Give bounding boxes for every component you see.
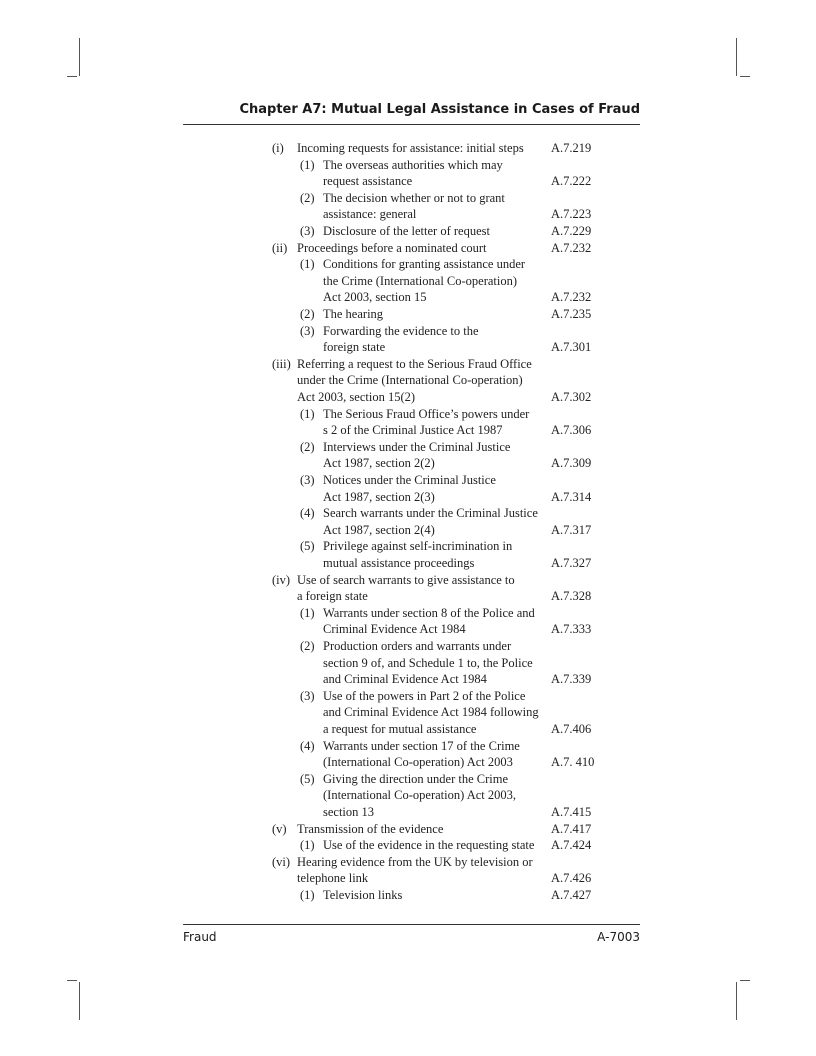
- toc-entry-text: Interviews under the Criminal Justice: [323, 439, 511, 454]
- footer-book-title: Fraud: [183, 930, 217, 944]
- toc-entry-paragraph-ref: A.7.306: [551, 423, 592, 438]
- toc-entry: [0, 289, 816, 306]
- toc-entry: [0, 339, 816, 356]
- toc-entry: [0, 522, 816, 539]
- toc-entry-number: (5): [300, 771, 315, 786]
- toc-entry: [0, 505, 816, 522]
- toc-entry-text: mutual assistance proceedings: [323, 556, 475, 570]
- toc-entry-number: (1): [300, 605, 315, 620]
- toc-entry-number: (1): [300, 157, 315, 172]
- toc-entry-text: The decision whether or not to grant: [323, 190, 505, 205]
- toc-entry-paragraph-ref: A.7.317: [551, 522, 592, 537]
- toc-entry-paragraph-ref: A.7.427: [551, 888, 592, 902]
- toc-entry-number: (2): [300, 307, 315, 321]
- toc-entry: [0, 356, 816, 373]
- toc-entry-text: Act 1987, section 2(2): [323, 456, 435, 471]
- toc-entry-text: s 2 of the Criminal Justice Act 1987: [323, 423, 503, 438]
- toc-entry-text: Production orders and warrants under: [323, 639, 512, 653]
- toc-entry-paragraph-ref: A.7.424: [551, 838, 592, 853]
- crop-mark: [740, 980, 750, 981]
- toc-entry-text: Use of the powers in Part 2 of the Police: [323, 688, 526, 703]
- toc-entry-text: request assistance: [323, 174, 413, 189]
- toc-entry: [0, 173, 816, 190]
- toc-entry: [0, 455, 816, 472]
- toc-entry-paragraph-ref: A.7.223: [551, 207, 592, 222]
- toc-entry: [0, 190, 816, 207]
- toc-entry-text: Television links: [323, 888, 403, 902]
- toc-entry-number: (iii): [272, 356, 291, 371]
- toc-entry-text: Conditions for granting assistance under: [323, 257, 526, 272]
- toc-entry-text: Act 2003, section 15: [323, 290, 427, 305]
- toc-entry-number: (3): [300, 473, 315, 487]
- toc-entry-paragraph-ref: A.7.415: [551, 805, 592, 819]
- crop-mark: [67, 76, 77, 77]
- toc-entry-number: (2): [300, 439, 315, 454]
- toc-entry-text: Use of the evidence in the requesting state: [323, 838, 535, 853]
- page-number: A-7003: [597, 930, 640, 944]
- toc-entry-paragraph-ref: A.7.219: [551, 141, 592, 155]
- toc-entry: [0, 704, 816, 721]
- toc-entry-text: Forwarding the evidence to the: [323, 323, 479, 338]
- toc-entry: [0, 256, 816, 273]
- toc-entry-text: section 13: [323, 805, 375, 819]
- toc-entry: [0, 837, 816, 854]
- toc-entry-paragraph-ref: A.7.314: [551, 489, 592, 504]
- toc-entry-text: Criminal Evidence Act 1984: [323, 622, 466, 637]
- toc-entry-number: (3): [300, 688, 315, 703]
- toc-entry: [0, 472, 816, 489]
- toc-entry-paragraph-ref: A.7.417: [551, 821, 592, 836]
- toc-entry-text: Referring a request to the Serious Fraud Office: [297, 356, 532, 371]
- toc-entry: [0, 273, 816, 290]
- toc-entry: [0, 389, 816, 406]
- toc-entry: [0, 771, 816, 788]
- toc-entry-text: Hearing evidence from the UK by television or: [297, 854, 533, 869]
- toc-entry: [0, 323, 816, 340]
- toc-entry-paragraph-ref: A.7.235: [551, 307, 592, 321]
- toc-entry-text: (International Co-operation) Act 2003: [323, 755, 513, 770]
- toc-entry: [0, 572, 816, 589]
- toc-entry-paragraph-ref: A.7.232: [551, 240, 592, 255]
- toc-entry-text: Incoming requests for assistance: initial steps: [297, 141, 524, 155]
- toc-entry-text: foreign state: [323, 340, 386, 355]
- toc-entry-text: Transmission of the evidence: [297, 821, 444, 836]
- toc-entry: [0, 638, 816, 655]
- toc-entry-number: (4): [300, 506, 315, 521]
- toc-entry-text: Notices under the Criminal Justice: [323, 473, 496, 487]
- crop-mark: [79, 38, 80, 76]
- toc-entry-text: under the Crime (International Co-operation): [297, 373, 523, 388]
- toc-entry-number: (1): [300, 406, 315, 421]
- toc-entry-paragraph-ref: A.7.327: [551, 556, 592, 570]
- toc-entry: [0, 870, 816, 887]
- crop-mark: [736, 982, 737, 1020]
- toc-entry-number: (4): [300, 738, 315, 753]
- toc-entry: [0, 206, 816, 223]
- toc-entry-text: Disclosure of the letter of request: [323, 224, 490, 238]
- toc-entry-number: (i): [272, 141, 284, 155]
- toc-entry: [0, 854, 816, 871]
- toc-entry: [0, 754, 816, 771]
- toc-entry-number: (v): [272, 821, 287, 836]
- toc-entry: [0, 605, 816, 622]
- toc-entry-text: Use of search warrants to give assistance to: [297, 572, 515, 587]
- toc-entry-paragraph-ref: A.7.229: [551, 224, 592, 238]
- toc-entry-paragraph-ref: A.7.302: [551, 390, 592, 404]
- toc-entry: [0, 671, 816, 688]
- toc-entry-text: and Criminal Evidence Act 1984 following: [323, 705, 539, 720]
- toc-entry: [0, 372, 816, 389]
- toc-entry-text: The hearing: [323, 307, 384, 321]
- toc-entry-text: a foreign state: [297, 589, 368, 604]
- toc-entry-paragraph-ref: A.7.426: [551, 871, 592, 886]
- toc-entry: [0, 489, 816, 506]
- toc-entry: [0, 439, 816, 456]
- toc-entry: [0, 887, 816, 904]
- toc-entry: [0, 240, 816, 257]
- toc-entry-number: (2): [300, 639, 315, 653]
- toc-entry: [0, 655, 816, 672]
- toc-entry: [0, 406, 816, 423]
- toc-entry-paragraph-ref: A.7.333: [551, 622, 592, 637]
- crop-mark: [740, 76, 750, 77]
- toc-entry-text: telephone link: [297, 871, 369, 886]
- toc-entry-text: (International Co-operation) Act 2003,: [323, 788, 516, 803]
- toc-entry: [0, 804, 816, 821]
- toc-entry-number: (2): [300, 190, 315, 205]
- toc-entry-number: (5): [300, 539, 315, 554]
- toc-entry-text: Giving the direction under the Crime: [323, 771, 509, 786]
- toc-entry-text: a request for mutual assistance: [323, 722, 477, 736]
- toc-entry: [0, 621, 816, 638]
- toc-entry-paragraph-ref: A.7.232: [551, 290, 592, 305]
- toc-entry: [0, 738, 816, 755]
- chapter-title: Chapter A7: Mutual Legal Assistance in Cases of Fraud: [239, 102, 640, 117]
- footer-divider: [183, 924, 640, 925]
- toc-entry-text: Act 1987, section 2(3): [323, 489, 435, 504]
- toc-entry-number: (3): [300, 323, 315, 338]
- toc-entry-paragraph-ref: A.7.301: [551, 340, 592, 355]
- toc-entry: [0, 688, 816, 705]
- toc-entry-paragraph-ref: A.7. 410: [551, 755, 595, 770]
- toc-entry-number: (ii): [272, 240, 288, 255]
- toc-entry: [0, 422, 816, 439]
- toc-entry: [0, 588, 816, 605]
- toc-entry-text: Act 1987, section 2(4): [323, 522, 435, 537]
- toc-entry-paragraph-ref: A.7.328: [551, 589, 592, 604]
- toc-entry-number: (3): [300, 224, 315, 238]
- toc-entry-text: Act 2003, section 15(2): [297, 390, 416, 404]
- toc-entry-text: and Criminal Evidence Act 1984: [323, 672, 487, 687]
- toc-entry-number: (1): [300, 838, 315, 853]
- header-divider: [183, 124, 640, 125]
- toc-entry-text: Proceedings before a nominated court: [297, 240, 487, 255]
- toc-entry: [0, 555, 816, 572]
- toc-entry-text: the Crime (International Co-operation): [323, 273, 518, 288]
- crop-mark: [79, 982, 80, 1020]
- toc-entry-number: (1): [300, 257, 315, 272]
- toc-entry-text: Warrants under section 8 of the Police and: [323, 605, 535, 620]
- toc-entry: [0, 538, 816, 555]
- toc-entry-text: Warrants under section 17 of the Crime: [323, 738, 520, 753]
- toc-entry-paragraph-ref: A.7.406: [551, 722, 592, 736]
- toc-entry-text: The Serious Fraud Office’s powers under: [323, 406, 530, 421]
- toc-entry-text: The overseas authorities which may: [323, 157, 503, 172]
- toc-entry-paragraph-ref: A.7.309: [551, 456, 592, 471]
- toc-entry: [0, 223, 816, 240]
- toc-entry-number: (1): [300, 888, 315, 902]
- toc-entry: [0, 140, 816, 157]
- toc-entry: [0, 306, 816, 323]
- toc-entry: [0, 721, 816, 738]
- toc-entry: [0, 821, 816, 838]
- toc-entry: [0, 787, 816, 804]
- toc-entry-number: (iv): [272, 572, 291, 587]
- toc-entry-paragraph-ref: A.7.222: [551, 174, 592, 189]
- toc-entry-text: Search warrants under the Criminal Justice: [323, 506, 538, 521]
- toc-entry-text: section 9 of, and Schedule 1 to, the Police: [323, 655, 533, 670]
- toc-entry-text: Privilege against self-incrimination in: [323, 539, 513, 554]
- crop-mark: [736, 38, 737, 76]
- crop-mark: [67, 980, 77, 981]
- toc-entry-number: (vi): [272, 854, 291, 869]
- toc-entry-paragraph-ref: A.7.339: [551, 672, 592, 687]
- toc-entry: [0, 157, 816, 174]
- toc-entry-text: assistance: general: [323, 207, 417, 222]
